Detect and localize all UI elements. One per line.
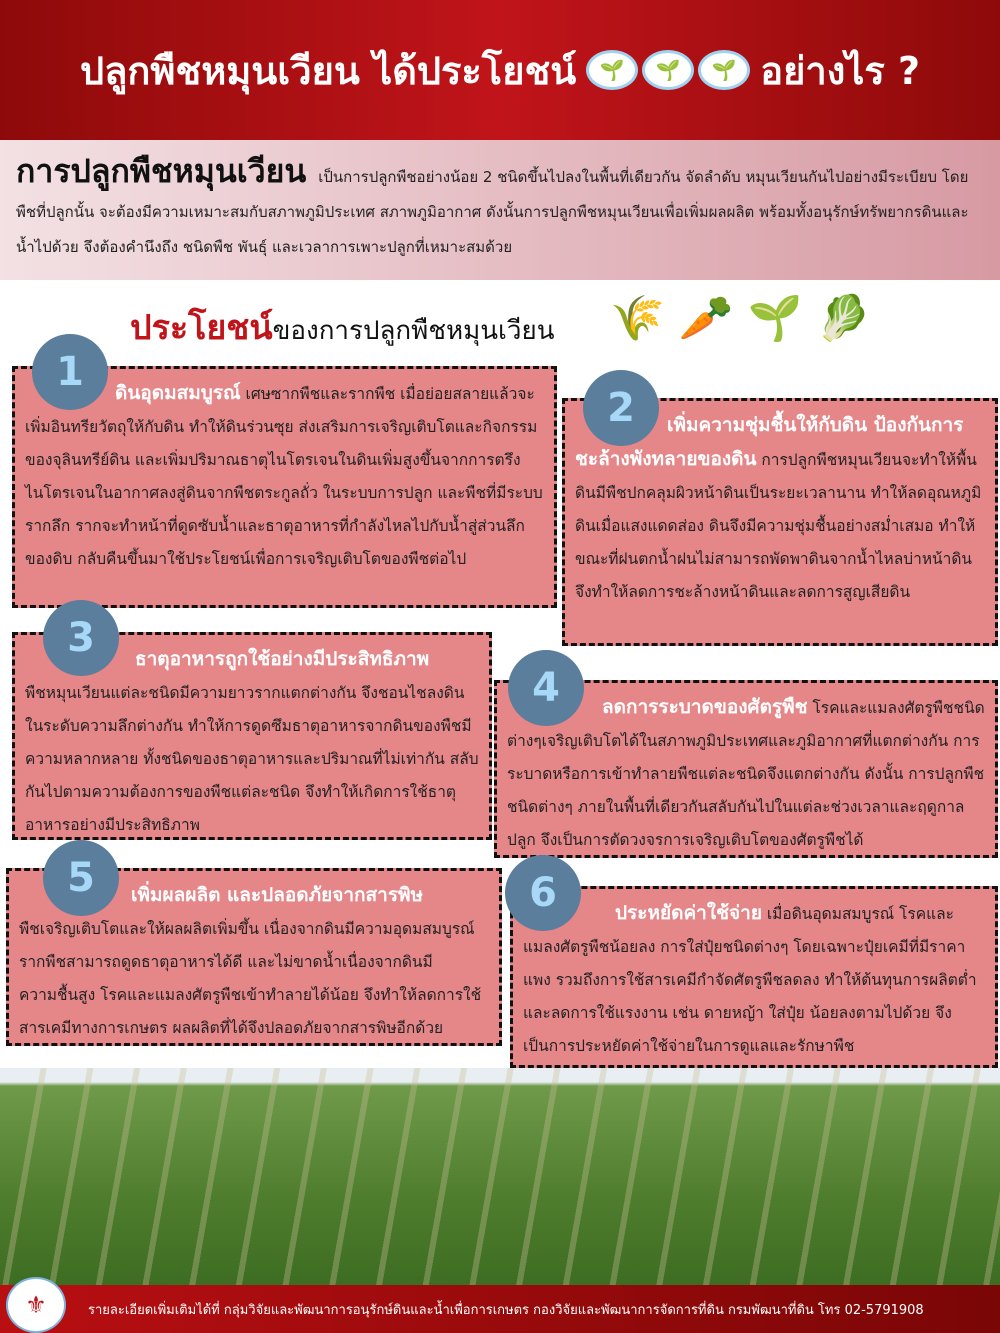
benefit-number-6: 6 bbox=[505, 855, 581, 931]
benefit-number-1: 1 bbox=[32, 334, 108, 410]
rotation-sprout-icon: 🌱 bbox=[586, 50, 638, 90]
carrot-icon: 🥕 bbox=[678, 293, 734, 344]
crop-icons bbox=[610, 292, 871, 344]
wheat-icon: 🌾 bbox=[610, 293, 665, 344]
intro-section bbox=[0, 140, 1000, 280]
benefit-text: เมื่อดินอุดมสมบูรณ์ โรคและแมลงศัตรูพืชน้อยลง การใส่ปุ๋ยชนิดต่างๆ โดยเฉพาะปุ๋ยเคมีที่มีราคาแพง รวมถึงการใช้สารเคมีกำจัดศัตรูพืชลดลง ทำให้ต้นทุนการผลิตต่ำ และลดการใช้แรงงาน เช่น ดายหญ้า ใส่ปุ๋ย น้อยลงตามไปด้วย จึงเป็นการประหยัดค่าใช้จ่ายในการดูแลและรักษาพืช bbox=[523, 905, 977, 1055]
benefit-heading: เพิ่มความชุ่มชื้นให้กับดิน ป้องกันการชะล้างพังทลายของดิน bbox=[575, 414, 964, 470]
benefit-heading: เพิ่มผลผลิต และปลอดภัยจากสารพิษ bbox=[131, 884, 424, 906]
crop-field-photo bbox=[0, 1068, 1000, 1285]
rotation-sprout-icon: 🌱 bbox=[642, 50, 694, 90]
benefit-text: เศษซากพืชและรากพืช เมื่อย่อยสลายแล้วจะเพิ่มอินทรียวัตถุให้กับดิน ทำให้ดินร่วนซุย ส่งเสริมการเจริญเติบโตและกิจกรรมของจุลินทรีย์ดิน และเพิ่มปริมาณธาตุไนโตรเจนในดินเพิ่มสูงขึ้นจากการตรึงไนโตรเจนในอากาศลงสู่ดินจากพืชตระกูลถั่ว ในระบบการปลูก และพืชที่มีระบบรากลึก รากจะทำหน้าที่ดูดซับน้ำและธาตุอาหารที่กำลังไหลไปกับน้ำสู่ส่วนลึกของดิบ กลับคืนขึ้นมาใช้ประโยชน์เพื่อการเจริญเติบโตของพืชต่อไป bbox=[25, 385, 543, 568]
department-logo-icon: ⚜ bbox=[6, 1277, 66, 1333]
benefits-title-highlight: ประโยชน์ bbox=[130, 308, 273, 348]
benefit-card-6 bbox=[510, 886, 998, 1068]
seedling-icon: 🌱 bbox=[747, 293, 803, 344]
benefit-heading: ดินอุดมสมบูรณ์ bbox=[115, 382, 241, 404]
benefit-number-4: 4 bbox=[508, 650, 584, 726]
benefit-heading: ประหยัดค่าใช้จ่าย bbox=[615, 902, 762, 924]
leafy-green-icon: 🥬 bbox=[816, 293, 872, 344]
benefit-text: โรคและแมลงศัตรูพืชชนิดต่างๆเจริญเติบโตได้ในสภาพภูมิประเทศและภูมิอากาศที่แตกต่างกัน การระบาดหรือการเข้าทำลายพืชแต่ละชนิดจึงแตกต่างกัน ดังนั้น การปลูกพืชชนิดต่างๆ ภายในพื้นที่เดียวกันสลับกันไปในแต่ละช่วงเวลาและฤดูกาลปลูก จึงเป็นการตัดวงจรการเจริญเติบโตของศัตรูพืชได้ bbox=[507, 699, 985, 849]
benefit-heading: ธาตุอาหารถูกใช้อย่างมีประสิทธิภาพ bbox=[135, 648, 430, 670]
benefit-text: การปลูกพืชหมุนเวียนจะทำให้พื้นดินมีพืชปกคลุมผิวหน้าดินเป็นระยะเวลานาน ทำให้ลดอุณหภูมิดินเมื่อแสงแดดส่อง ดินจึงมีความชุ่มชื้นอย่างสม่ำเสมอ ทำให้ขณะที่ฝนตกน้ำฝนไม่สามารถพัดพาดินจากน้ำไหลบ่าหน้าดิน จึงทำให้ลดการชะล้างหน้าดินและลดการสูญเสียดิน bbox=[575, 451, 982, 601]
benefits-title-rest: ของการปลูกพืชหมุนเวียน bbox=[272, 316, 555, 346]
benefits-title bbox=[130, 300, 555, 354]
footer-contact-text: รายละเอียดเพิ่มเติมได้ที่ กลุ่มวิจัยและพัฒนาการอนุรักษ์ดินและน้ำเพื่อการเกษตร กองวิจัยและพัฒนาการจัดการที่ดิน กรมพัฒนาที่ดิน โทร 02-5791908 bbox=[88, 1302, 924, 1318]
intro-heading: การปลูกพืชหมุนเวียน bbox=[16, 152, 307, 190]
intro-text: เป็นการปลูกพืชอย่างน้อย 2 ชนิดขึ้นไปลงในพื้นที่เดียวกัน จัดลำดับ หมุนเวียนกันไปอย่างมีระเบียบ โดยพืชที่ปลูกนั้น จะต้องมีความเหมาะสมกับสภาพภูมิประเทศ สภาพภูมิอากาศ ดังนั้นการปลูกพืชหมุนเวียนเพื่อเพิ่มผลผลิต พร้อมทั้งอนุรักษ์ทรัพยากรดินและน้ำไปด้วย จึงต้องคำนึงถึง ชนิดพืช พันธุ์ และเวลาการเพาะปลูกที่เหมาะสมด้วย bbox=[16, 168, 969, 256]
benefit-number-2: 2 bbox=[583, 370, 659, 446]
benefit-number-5: 5 bbox=[43, 840, 119, 916]
page-title: ปลูกพืชหมุนเวียน ได้ประโยชน์ bbox=[79, 48, 577, 93]
benefit-number-3: 3 bbox=[43, 600, 119, 676]
benefit-card-1 bbox=[12, 366, 557, 608]
benefit-text: พืชหมุนเวียนแต่ละชนิดมีความยาวรากแตกต่างกัน จึงชอนไชลงดินในระดับความลึกต่างกัน ทำให้การดูดซึมธาตุอาหารจากดินของพืชมีความหลากหลาย ทั้งชนิดของธาตุอาหารและปริมาณที่ไม่เท่ากัน สลับกันไปตามความต้องการของพืชแต่ละชนิด จึงทำให้เกิดการใช้ธาตุอาหารอย่างมีประสิทธิภาพ bbox=[25, 684, 479, 834]
benefit-text: พืชเจริญเติบโตและให้ผลผลิตเพิ่มขึ้น เนื่องจากดินมีความอุดมสมบูรณ์ รากพืชสามารถดูดธาตุอาหารได้ดี และไม่ขาดน้ำเนื่องจากดินมีความชื้นสูง โรคและแมลงศัตรูพืชเข้าทำลายได้น้อย จึงทำให้ลดการใช้สารเคมีทางการเกษตร ผลผลิตที่ได้จึงปลอดภัยจากสารพิษอีกด้วย bbox=[19, 920, 482, 1037]
page-title-end: อย่างไร ? bbox=[760, 48, 921, 93]
rotation-sprout-icon: 🌱 bbox=[698, 50, 750, 90]
footer bbox=[0, 1285, 1000, 1333]
crop-rotation-icons bbox=[586, 50, 750, 90]
benefit-heading: ลดการระบาดของศัตรูพืช bbox=[602, 696, 808, 718]
header bbox=[0, 0, 1000, 140]
